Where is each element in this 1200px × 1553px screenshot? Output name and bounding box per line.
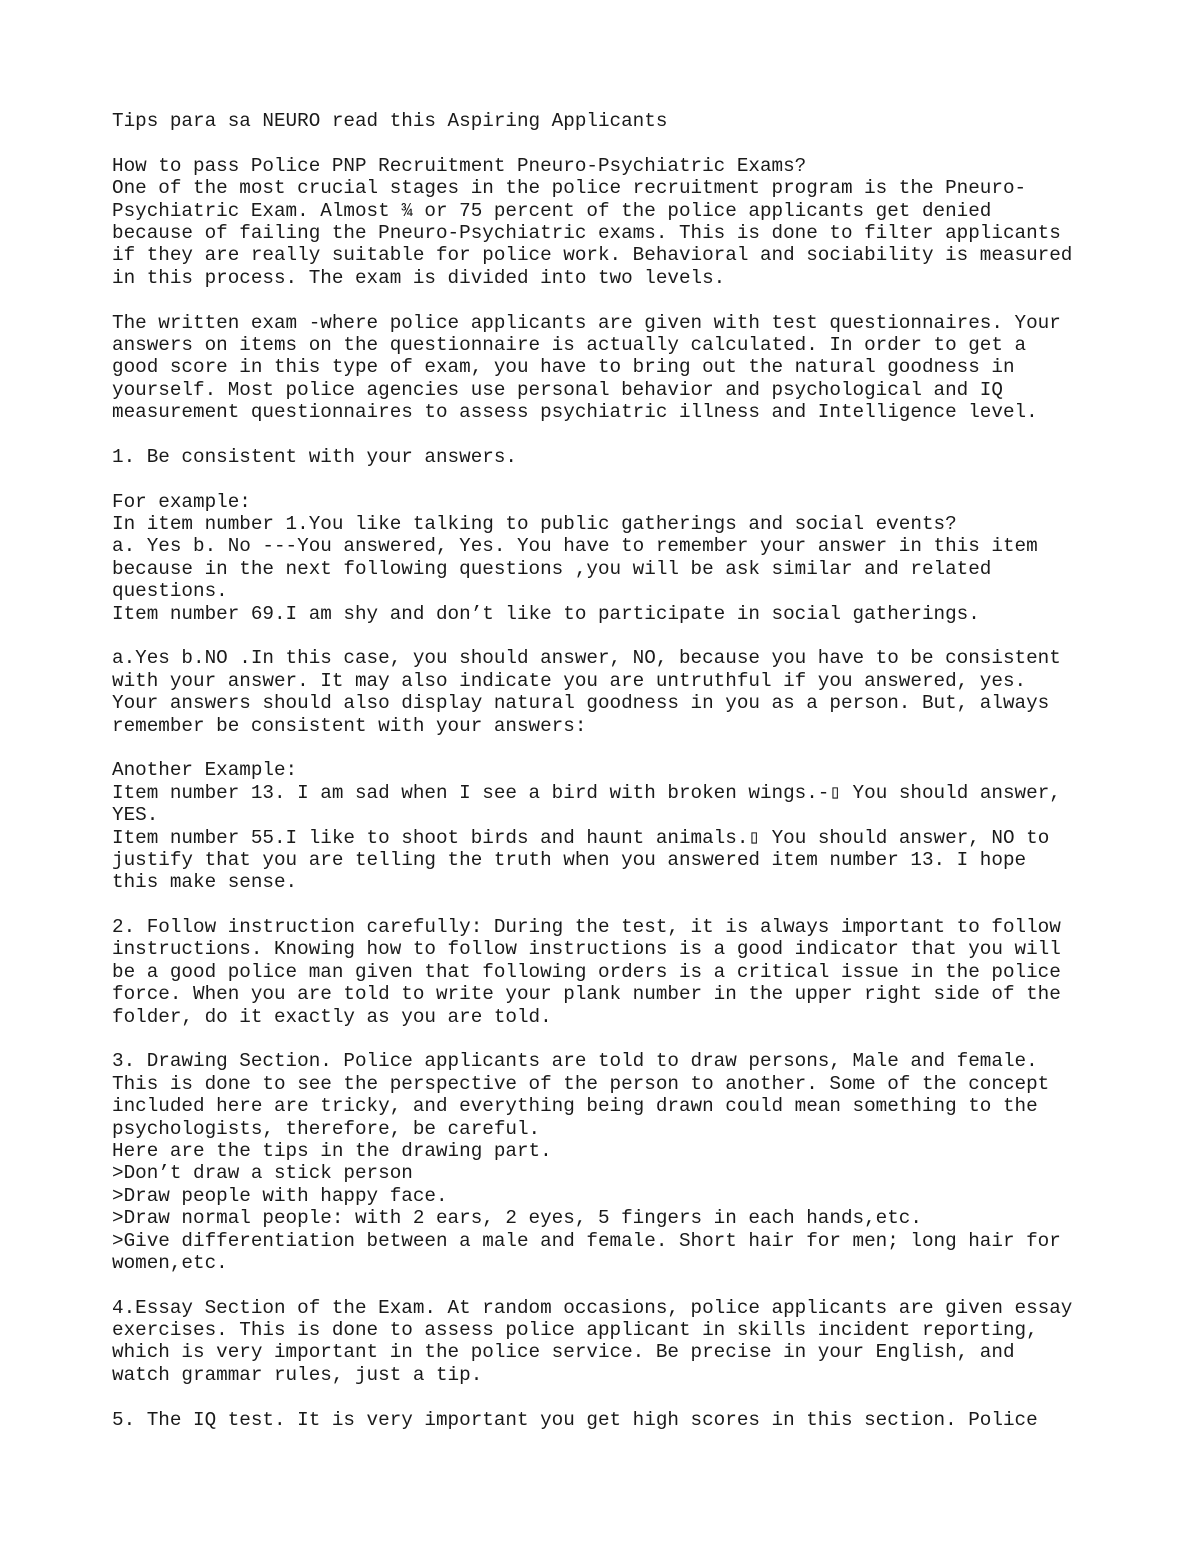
text-line: 4.Essay Section of the Exam. At random occasions, police applicants are given essay — [112, 1296, 1073, 1319]
text-line: 5. The IQ test. It is very important you get high scores in this section. Police — [112, 1408, 1038, 1431]
text-line: a. Yes b. No ---You answered, Yes. You have to remember your answer in this item — [112, 535, 1038, 558]
blank-line — [112, 894, 1112, 916]
text-line: >Draw normal people: with 2 ears, 2 eyes, 5 fingers in each hands,etc. — [112, 1207, 922, 1230]
text-line: Item number 69.I am shy and don’t like to participate in social gatherings. — [112, 602, 980, 625]
text-line: Psychiatric Exam. Almost ¾ or 75 percent of the police applicants get denied — [112, 199, 992, 222]
text-line: This is done to see the perspective of the person to another. Some of the concept — [112, 1072, 1050, 1095]
text-line: answers on items on the questionnaire is actually calculated. In order to get a — [112, 333, 1027, 356]
text-line: good score in this type of exam, you have to bring out the natural goodness in — [112, 356, 1015, 379]
text-line: folder, do it exactly as you are told. — [112, 1005, 552, 1028]
blank-line — [112, 1028, 1112, 1050]
text-line: instructions. Knowing how to follow instructions is a good indicator that you will — [112, 938, 1061, 961]
text-line: 2. Follow instruction carefully: During the test, it is always important to follow — [112, 916, 1061, 939]
text-line: measurement questionnaires to assess psychiatric illness and Intelligence level. — [112, 401, 1038, 424]
blank-line — [112, 132, 1112, 154]
text-line: >Don’t draw a stick person — [112, 1162, 413, 1185]
blank-line — [112, 1386, 1112, 1408]
text-line: For example: — [112, 490, 251, 513]
text-line: with your answer. It may also indicate you are untruthful if you answered, yes. — [112, 669, 1027, 692]
blank-line — [112, 289, 1112, 311]
text-line: In item number 1.You like talking to public gatherings and social events? — [112, 513, 957, 536]
text-line: One of the most crucial stages in the police recruitment program is the Pneuro- — [112, 177, 1027, 200]
text-line: because in the next following questions ,you will be ask similar and related — [112, 557, 992, 580]
text-line: Another Example: — [112, 759, 298, 782]
text-line: a.Yes b.NO .In this case, you should answer, NO, because you have to be consistent — [112, 647, 1061, 670]
text-line: because of failing the Pneuro-Psychiatric exams. This is done to filter applicants — [112, 221, 1061, 244]
text-line: be a good police man given that following orders is a critical issue in the police — [112, 960, 1061, 983]
text-line: justify that you are telling the truth when you answered item number 13. I hope — [112, 848, 1027, 871]
document-body — [112, 110, 1112, 1431]
text-line: watch grammar rules, just a tip. — [112, 1363, 483, 1386]
text-line: this make sense. — [112, 871, 298, 894]
text-line: exercises. This is done to assess police applicant in skills incident reporting, — [112, 1319, 1038, 1342]
text-line: Item number 55.I like to shoot birds and haunt animals.▯ You should answer, NO to — [112, 826, 1050, 849]
text-line: YES. — [112, 804, 159, 827]
text-line: women,etc. — [112, 1251, 228, 1274]
text-line: yourself. Most police agencies use personal behavior and psychological and IQ — [112, 378, 1003, 401]
text-line: in this process. The exam is divided into two levels. — [112, 266, 726, 289]
text-line: remember be consistent with your answers: — [112, 714, 587, 737]
text-line: The written exam -where police applicants are given with test questionnaires. Your — [112, 311, 1061, 334]
blank-line — [112, 625, 1112, 647]
blank-line — [112, 1274, 1112, 1296]
text-line: Item number 13. I am sad when I see a bird with broken wings.-▯ You should answer, — [112, 781, 1061, 804]
text-line: 1. Be consistent with your answers. — [112, 445, 517, 468]
text-line: >Give differentiation between a male and female. Short hair for men; long hair for — [112, 1229, 1061, 1252]
text-line: questions. — [112, 580, 228, 603]
text-line: 3. Drawing Section. Police applicants are told to draw persons, Male and female. — [112, 1050, 1038, 1073]
text-line: force. When you are told to write your plank number in the upper right side of the — [112, 983, 1061, 1006]
blank-line — [112, 423, 1112, 445]
text-line: >Draw people with happy face. — [112, 1184, 448, 1207]
text-line: Here are the tips in the drawing part. — [112, 1139, 552, 1162]
blank-line — [112, 737, 1112, 759]
text-line: Tips para sa NEURO read this Aspiring Applicants — [112, 110, 668, 132]
text-line: included here are tricky, and everything being drawn could mean something to the — [112, 1095, 1038, 1118]
text-line: if they are really suitable for police work. Behavioral and sociability is measured — [112, 244, 1073, 267]
text-line: which is very important in the police service. Be precise in your English, and — [112, 1341, 1015, 1364]
text-line: psychologists, therefore, be careful. — [112, 1117, 541, 1140]
blank-line — [112, 468, 1112, 490]
text-line: Your answers should also display natural goodness in you as a person. But, always — [112, 692, 1050, 715]
text-line: How to pass Police PNP Recruitment Pneuro-Psychiatric Exams? — [112, 154, 807, 177]
